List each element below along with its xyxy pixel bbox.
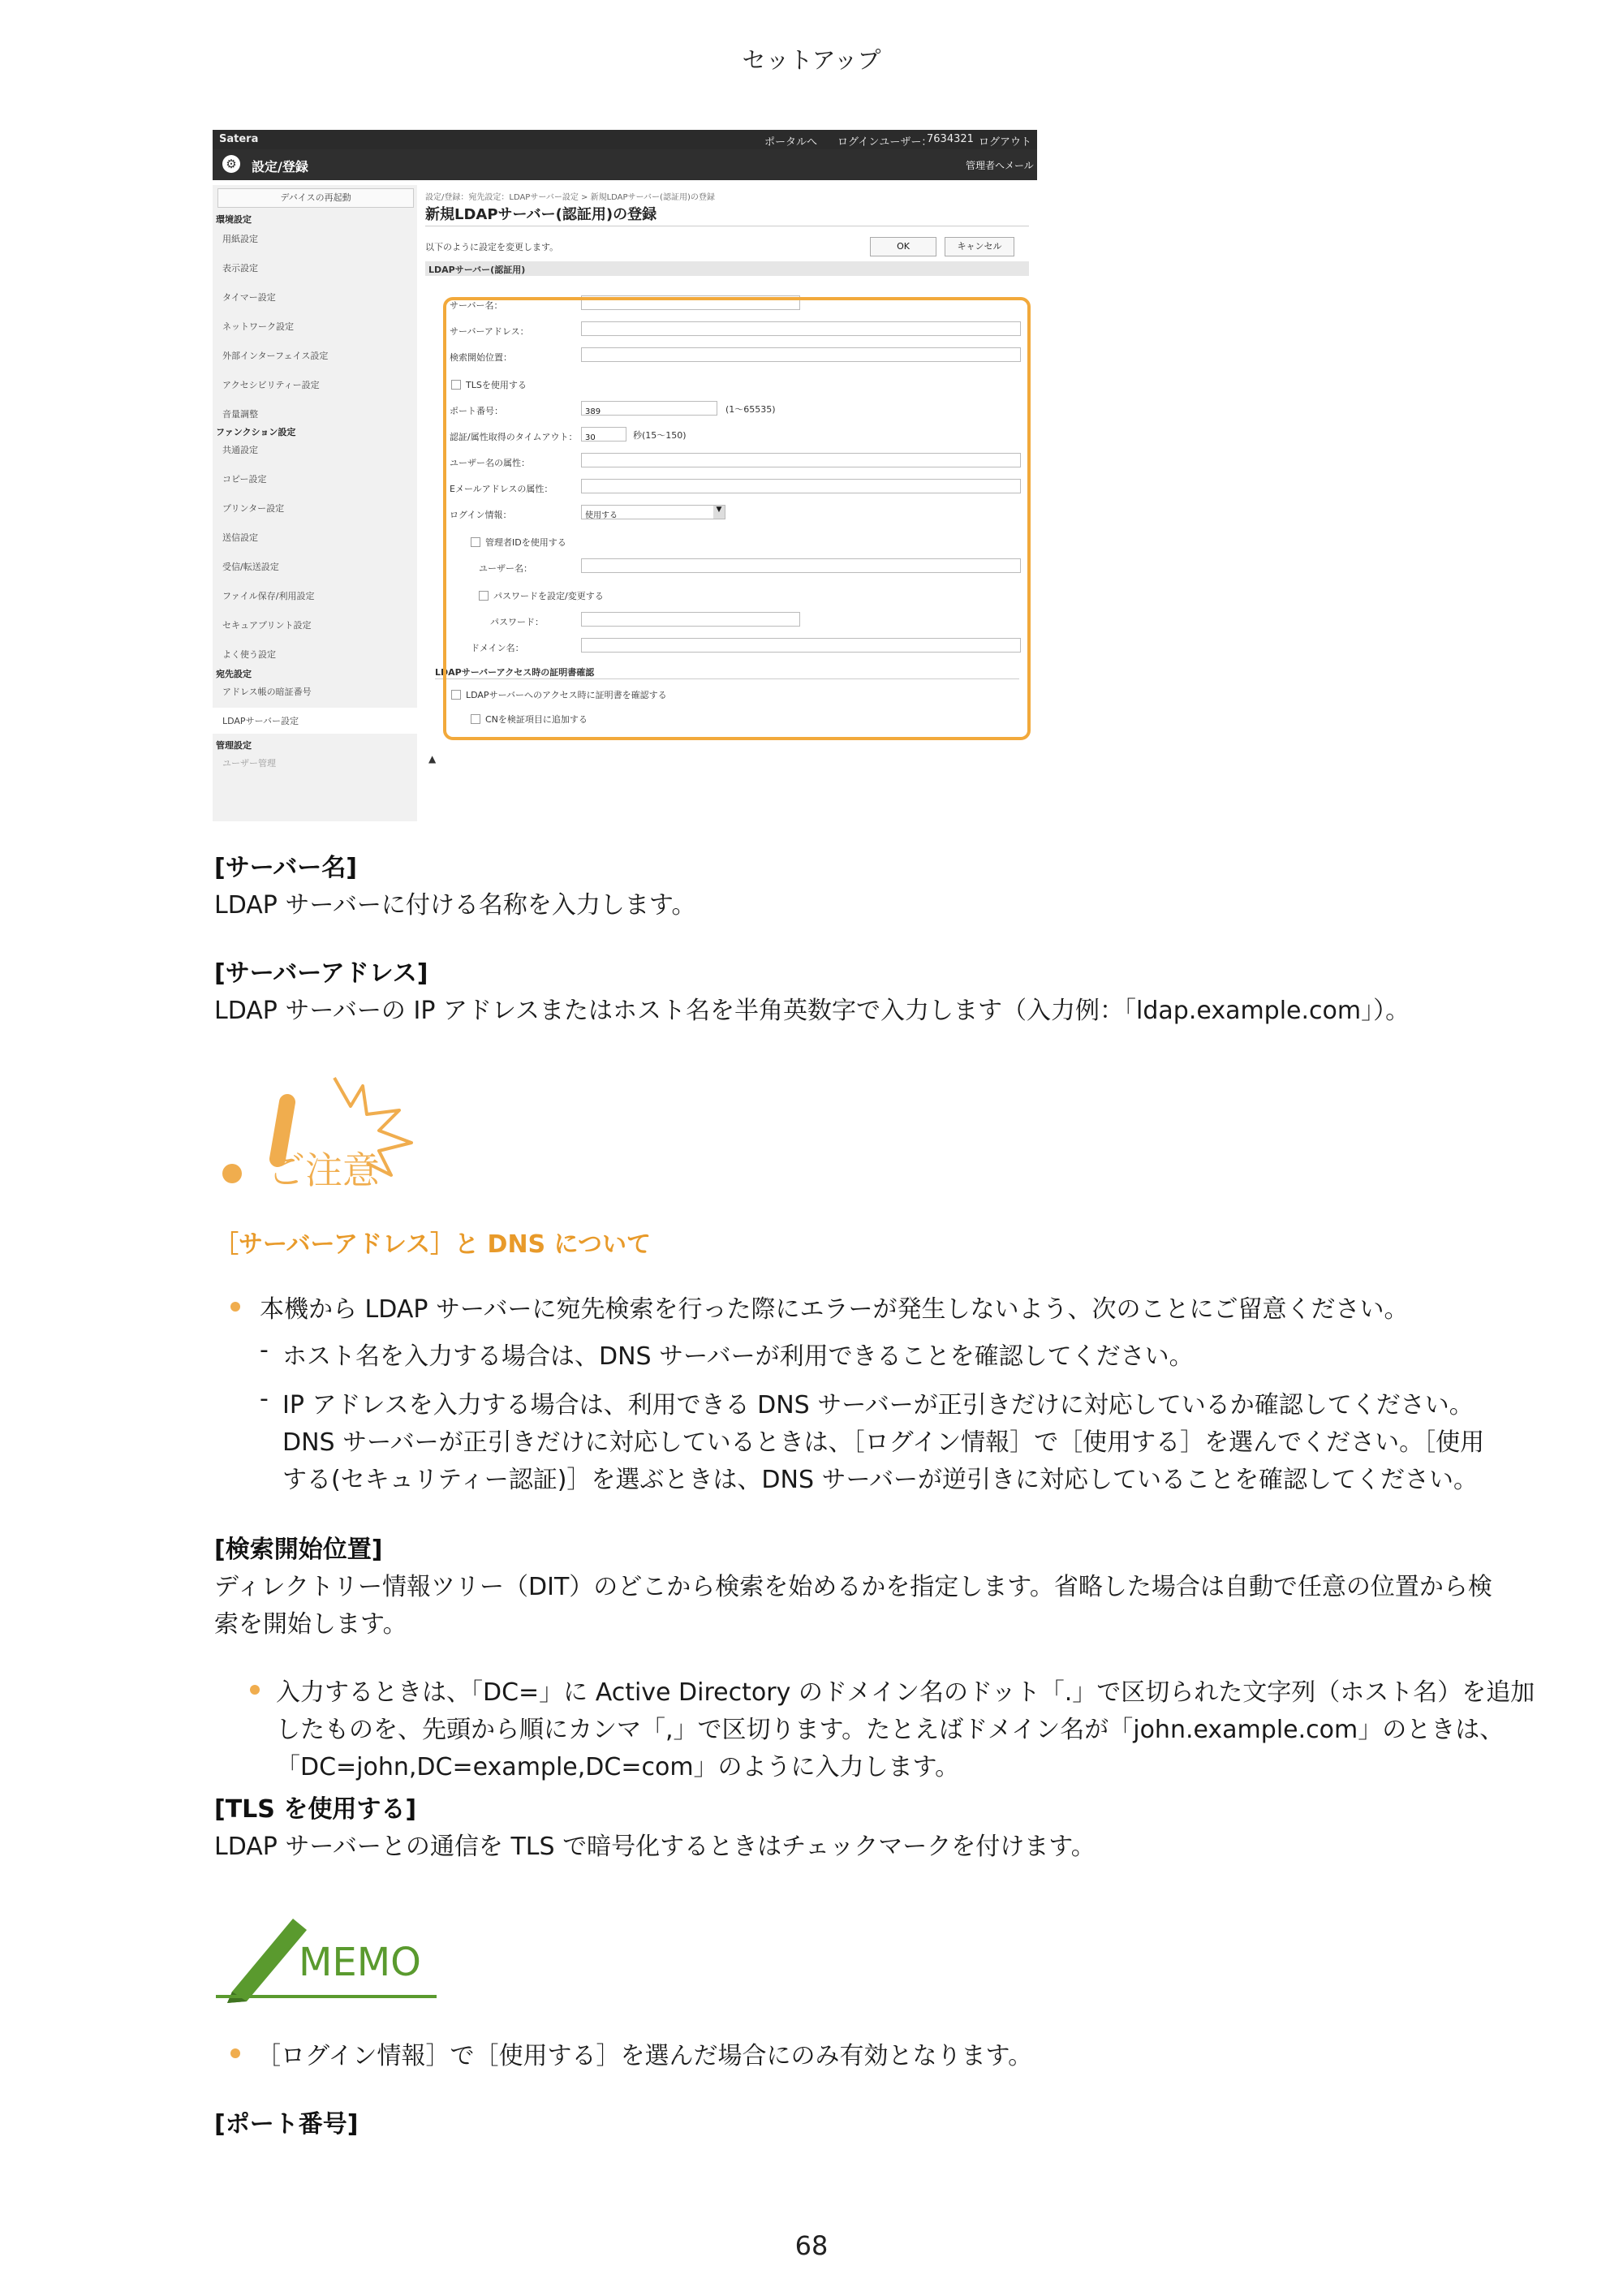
admin-mail-link[interactable]: 管理者へメール [966,160,1034,171]
breadcrumb: 設定/登録：宛先設定：LDAPサーバー設定 > 新規LDAPサーバー(認証用)の登録 [425,193,715,202]
bullet-dot [230,2048,240,2058]
portal-link[interactable]: ポータルへ [764,136,818,149]
port-range: (1～65535) [725,404,776,415]
heading-port: [ポート番号] [214,2110,359,2139]
set-password-label: パスワードを設定/変更する [493,591,604,601]
verify-cert-label: LDAPサーバーへのアクセス時に証明書を確認する [466,690,667,700]
login-info-label: ログイン情報： [450,510,512,520]
text-search-line-1: ディレクトリー情報ツリー（DIT）のどこから検索を始めるかを指定します。省略した場合は自動で任意の位置から検 [214,1573,1492,1601]
caution-bullet-1: 本機から LDAP サーバーに宛先検索を行った際にエラーが発生しないよう、次のことにご留意ください。 [260,1295,1409,1324]
text-server-address: LDAP サーバーの IP アドレスまたはホスト名を半角英数字で入力します（入力例：「ldap.example.com」）。 [214,997,1410,1025]
dash-marker: - [260,1336,269,1364]
dash-marker: - [260,1385,269,1413]
page-title: 新規LDAPサーバー(認証用)の登録 [425,206,657,223]
server-address-label: サーバーアドレス： [450,326,529,337]
caution-title: ［サーバーアドレス］と DNS について [214,1230,652,1259]
instruction-text: 以下のように設定を変更します。 [425,242,559,252]
caution-dash-2-line-3: する(セキュリティー認証)］を選ぶときは、DNS サーバーが逆引きに対応していることを確認してください。 [282,1466,1479,1494]
device-restart-button[interactable]: デバイスの再起動 [217,188,414,208]
sidebar-item[interactable]: 外部インターフェイス設定 [222,351,329,361]
sidebar-item[interactable]: セキュアプリント設定 [222,620,312,631]
memo-bullet-1: ［ログイン情報］で［使用する］を選んだ場合にのみ有効となります。 [256,2042,1033,2070]
section-cert-label: LDAPサーバーアクセス時の証明書確認 [435,667,595,678]
bullet-dot [230,1302,240,1312]
sidebar-item[interactable]: アドレス帳の暗証番号 [222,687,312,697]
search-start-label: 検索開始位置： [450,352,512,363]
sidebar-item[interactable]: ネットワーク設定 [222,321,294,332]
heading-server-address: [サーバーアドレス] [214,959,428,988]
search-bullet-line-3: 「DC=john,DC=example,DC=com」のように入力します。 [276,1753,960,1781]
sidebar-cat-preferences: 環境設定 [216,214,252,225]
cancel-button[interactable]: キャンセル [945,237,1014,256]
text-use-tls: LDAP サーバーとの通信を TLS で暗号化するときはチェックマークを付けます。 [214,1833,1096,1861]
section-ldap-label: LDAPサーバー(認証用) [428,265,526,275]
search-bullet-line-2: したものを、先頭から順にカンマ「,」で区切ります。たとえばドメイン名が「john.example.com」のときは、 [276,1716,1505,1744]
sidebar-item[interactable]: 音量調整 [222,409,258,420]
password-label: パスワード： [490,617,544,627]
sidebar-item[interactable]: 表示設定 [222,263,258,274]
highlight-frame [443,297,1031,740]
text-search-line-2: 索を開始します。 [214,1610,407,1639]
login-user-label: ログインユーザー： [837,136,932,149]
heading-use-tls: [TLS を使用する] [214,1795,417,1824]
sidebar-item[interactable]: 送信設定 [222,532,258,543]
sidebar-item[interactable]: プリンター設定 [222,503,285,514]
sidebar-item[interactable]: 受信/転送設定 [222,562,279,572]
domain-label: ドメイン名： [471,643,524,653]
server-name-label: サーバー名： [450,300,503,311]
settings-screenshot [213,130,1037,821]
sidebar-item[interactable]: 用紙設定 [222,234,258,244]
bullet-dot [250,1685,260,1695]
top-bar [213,130,1037,149]
back-to-top-icon[interactable]: ▲ [428,753,437,765]
use-admin-id-label: 管理者IDを使用する [485,537,566,548]
login-info-value: 使用する [585,511,618,520]
timeout-value: 30 [585,433,596,442]
caution-dash-1: ホスト名を入力する場合は、DNS サーバーが利用できることを確認してください。 [282,1342,1194,1371]
section-title: 設定/登録 [252,159,308,174]
chevron-down-icon: ▼ [713,506,725,519]
sidebar-item[interactable]: ファイル保存/利用設定 [222,591,315,601]
logout-link[interactable]: ログアウト [979,136,1032,149]
user-name-label: ユーザー名： [479,563,532,574]
sidebar [213,185,417,821]
sidebar-item[interactable]: ユーザー管理 [222,758,276,769]
gear-icon: ⚙ [222,155,240,173]
sidebar-item-ldap[interactable]: LDAPサーバー設定 [222,716,299,726]
sidebar-cat-destination: 宛先設定 [216,669,252,679]
sidebar-item[interactable]: よく使う設定 [222,649,276,660]
page-number: 68 [794,2230,829,2261]
caution-label: ご注意 [268,1148,380,1192]
login-user-value: 7634321 [927,133,974,145]
username-attr-label: ユーザー名の属性： [450,458,530,468]
add-cn-label: CNを検証項目に追加する [485,714,588,725]
text-server-name: LDAP サーバーに付ける名称を入力します。 [214,891,696,920]
search-bullet-line-1: 入力するときは、「DC=」に Active Directory のドメイン名のドット「.」で区切られた文字列（ホスト名）を追加 [276,1678,1535,1707]
port-value: 389 [585,407,601,416]
email-attr-label: Eメールアドレスの属性： [450,484,553,494]
brand-label: Satera [219,133,259,145]
sidebar-item[interactable]: タイマー設定 [222,292,276,303]
sidebar-item[interactable]: アクセシビリティー設定 [222,380,320,390]
sidebar-cat-management: 管理設定 [216,740,252,751]
memo-icon [216,1904,443,2006]
ok-button[interactable]: OK [870,237,936,256]
timeout-label: 認証/属性取得のタイムアウト： [450,432,578,442]
sidebar-item[interactable]: 共通設定 [222,445,258,455]
port-label: ポート番号： [450,406,503,416]
section-bar [213,149,1037,180]
timeout-range: 秒(15～150) [633,430,687,441]
section-header: セットアップ [742,46,881,74]
sidebar-item[interactable]: コピー設定 [222,474,267,485]
sidebar-cat-function: ファンクション設定 [216,427,296,437]
caution-dash-2-line-2: DNS サーバーが正引きだけに対応しているときは、［ログイン情報］で［使用する］を選んでください。［使用 [282,1428,1485,1457]
use-tls-label: TLSを使用する [466,380,527,390]
memo-label: MEMO [299,1940,421,1985]
heading-search-start: [検索開始位置] [214,1536,383,1564]
heading-server-name: [サーバー名] [214,854,357,882]
caution-dash-2-line-1: IP アドレスを入力する場合は、利用できる DNS サーバーが正引きだけに対応しているか確認してください。 [282,1391,1474,1419]
caution-icon [213,1062,440,1191]
